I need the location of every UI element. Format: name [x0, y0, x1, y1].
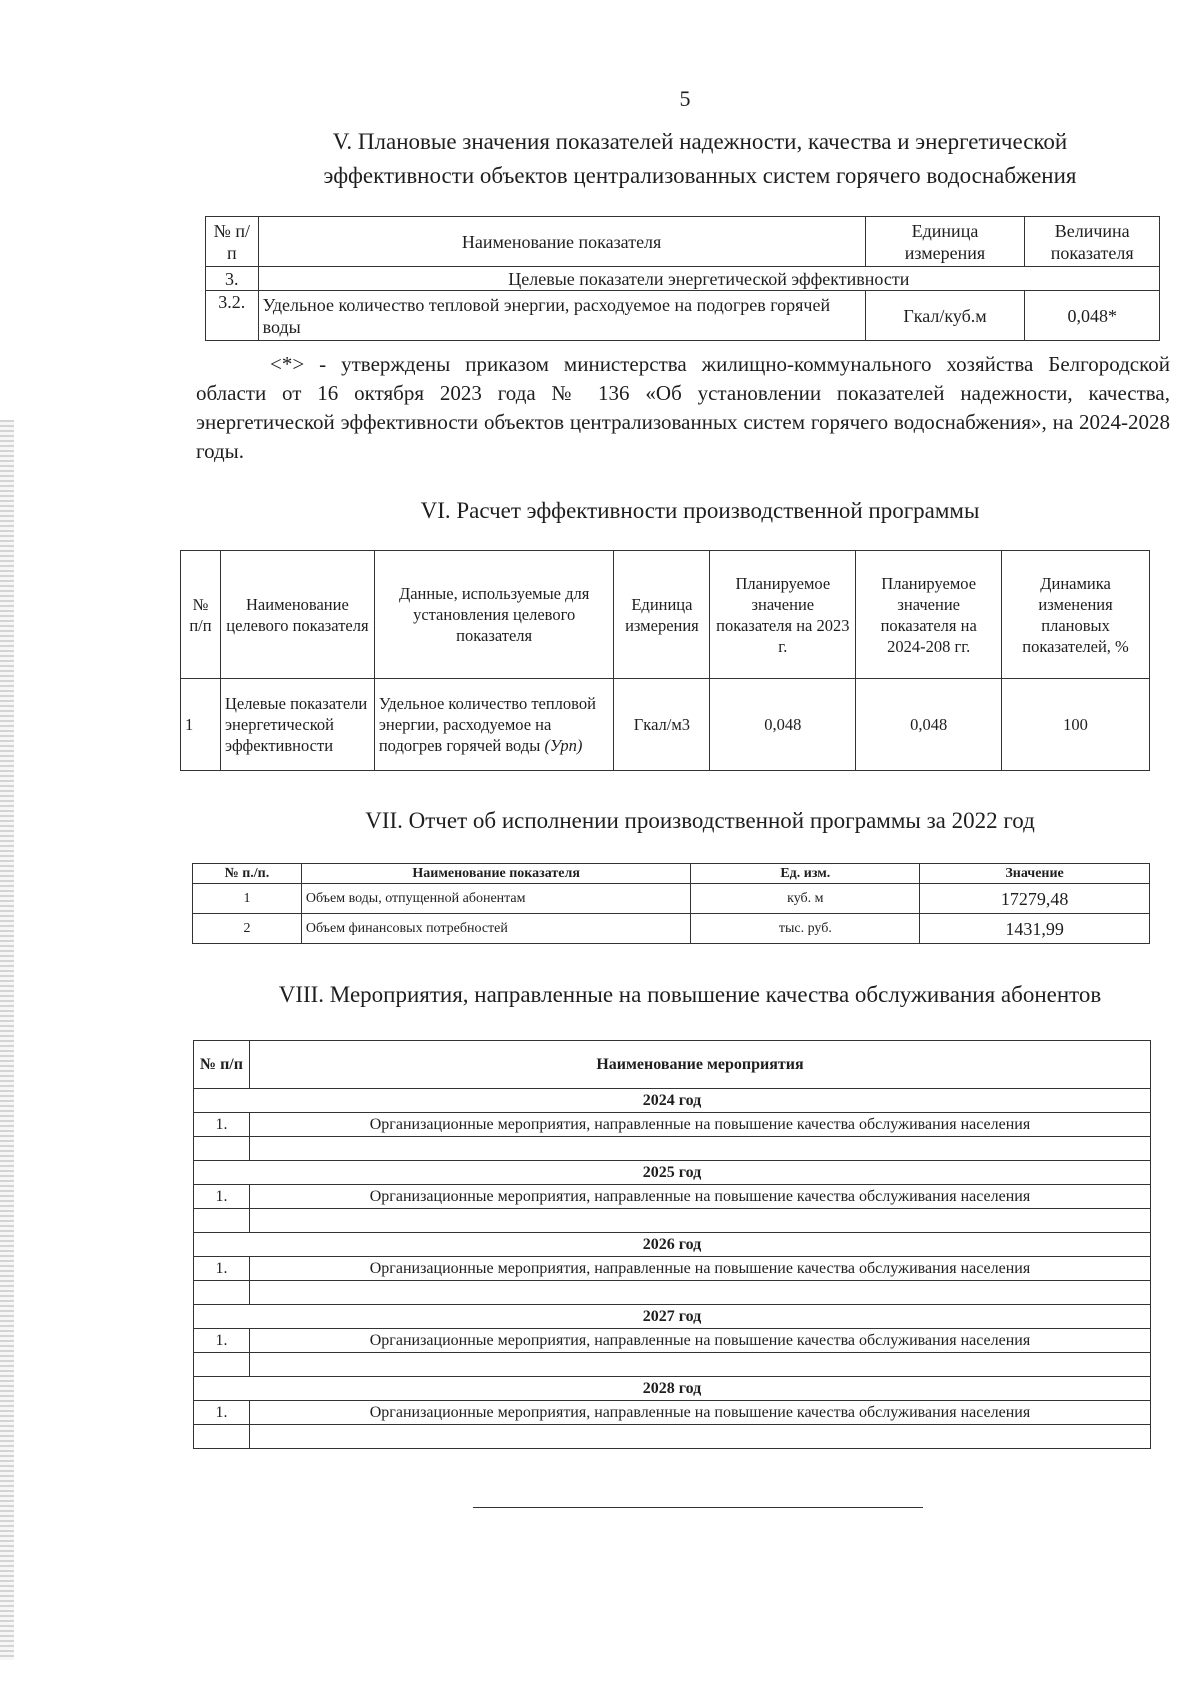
row-item: Организационные мероприятия, направленные на повышение качества обслуживания населения [249, 1113, 1150, 1137]
header-num: № п./п. [193, 864, 302, 884]
table-group-row [206, 267, 1160, 291]
header-value: Величина показателя [1025, 217, 1160, 267]
row-item: Организационные мероприятия, направленные на повышение качества обслуживания населения [249, 1329, 1150, 1353]
empty-cell [194, 1209, 250, 1233]
row-num: 1 [193, 884, 302, 914]
section-5-title-line2: эффективности объектов централизованных систем горячего водоснабжения [323, 163, 1077, 188]
row-value: 0,048* [1025, 291, 1160, 341]
row-num: 1. [194, 1257, 250, 1281]
section-7-table [192, 863, 1150, 944]
empty-cell [249, 1137, 1150, 1161]
year-label: 2025 год [194, 1161, 1151, 1185]
year-row [194, 1161, 1151, 1185]
row-plan-2023: 0,048 [710, 679, 856, 771]
header-name: Наименование показателя [258, 217, 865, 267]
row-item: Организационные мероприятия, направленные на повышение качества обслуживания населения [249, 1185, 1150, 1209]
section-5-title [230, 125, 1170, 193]
header-plan-2023: Планируемое значение показателя на 2023 г. [710, 551, 856, 679]
section-8-title: VIII. Мероприятия, направленные на повышение качества обслуживания абонентов [278, 982, 1102, 1007]
row-data-text: Удельное количество тепловой энергии, расходуемое на подогрев горячей воды [378, 694, 596, 755]
row-name: Удельное количество тепловой энергии, расходуемое на подогрев горячей воды [258, 291, 865, 341]
row-name: Целевые показатели энергетической эффективности [220, 679, 374, 771]
row-num: 1. [194, 1185, 250, 1209]
table-row [193, 914, 1150, 944]
header-data: Данные, используемые для установления целевого показателя [374, 551, 614, 679]
row-name: Объем финансовых потребностей [301, 914, 691, 944]
table-header-row [193, 864, 1150, 884]
year-row [194, 1377, 1151, 1401]
page-number: 5 [679, 86, 691, 111]
empty-cell [194, 1137, 250, 1161]
empty-cell [194, 1281, 250, 1305]
row-num: 3.2. [206, 291, 259, 341]
header-num: № п/п [194, 1041, 250, 1089]
empty-cell [249, 1281, 1150, 1305]
row-num: 1. [194, 1401, 250, 1425]
row-plan-2024: 0,048 [856, 679, 1002, 771]
row-unit: тыс. руб. [691, 914, 920, 944]
section-8-table [193, 1040, 1151, 1449]
header-num: № п/п [206, 217, 259, 267]
row-unit: Гкал/м3 [614, 679, 710, 771]
empty-cell [249, 1209, 1150, 1233]
table-header-row [206, 217, 1160, 267]
footnote: <*> - утверждены приказом министерства жилищно-коммунального хозяйства Белгородской области от 16 октября 2023 года № 136 «Об установлении показателей надежности, качества, энергетической эффективности объектов централизованных систем горячего водоснабжения», на 2024-2028 годы. [196, 352, 1170, 463]
empty-row [194, 1281, 1151, 1305]
header-value: Значение [920, 864, 1150, 884]
header-name: Наименование показателя [301, 864, 691, 884]
empty-row [194, 1137, 1151, 1161]
table-row [193, 884, 1150, 914]
row-dynamics: 100 [1002, 679, 1150, 771]
empty-row [194, 1209, 1151, 1233]
empty-row [194, 1353, 1151, 1377]
table-row [206, 291, 1160, 341]
empty-cell [249, 1353, 1150, 1377]
table-row [194, 1185, 1151, 1209]
year-row [194, 1233, 1151, 1257]
table-row [194, 1401, 1151, 1425]
section-6-title: VI. Расчет эффективности производственной программы [420, 498, 980, 523]
row-num: 1. [194, 1113, 250, 1137]
header-name: Наименование целевого показателя [220, 551, 374, 679]
year-row [194, 1089, 1151, 1113]
row-name: Объем воды, отпущенной абонентам [301, 884, 691, 914]
header-unit: Ед. изм. [691, 864, 920, 884]
table-row [194, 1257, 1151, 1281]
section-5-table [205, 216, 1160, 341]
year-label: 2024 год [194, 1089, 1151, 1113]
row-unit: куб. м [691, 884, 920, 914]
table-row [194, 1329, 1151, 1353]
row-data [374, 679, 614, 771]
row-num: 2 [193, 914, 302, 944]
empty-cell [249, 1425, 1150, 1449]
year-label: 2026 год [194, 1233, 1151, 1257]
year-label: 2027 год [194, 1305, 1151, 1329]
table-header-row [181, 551, 1150, 679]
row-num: 1 [181, 679, 221, 771]
section-7-title: VII. Отчет об исполнении производственной программы за 2022 год [365, 808, 1035, 833]
year-row [194, 1305, 1151, 1329]
section-6-table [180, 550, 1150, 771]
section-5-title-line1: V. Плановые значения показателей надежности, качества и энергетической [332, 129, 1068, 154]
header-name: Наименование мероприятия [249, 1041, 1150, 1089]
empty-cell [194, 1353, 250, 1377]
group-label: Целевые показатели энергетической эффективности [258, 267, 1159, 291]
group-num: 3. [206, 267, 259, 291]
row-value: 17279,48 [920, 884, 1150, 914]
scan-edge-artifact [0, 420, 14, 1660]
row-value: 1431,99 [920, 914, 1150, 944]
header-dynamics: Динамика изменения плановых показателей, % [1002, 551, 1150, 679]
empty-row [194, 1425, 1151, 1449]
empty-cell [194, 1425, 250, 1449]
row-item: Организационные мероприятия, направленные на повышение качества обслуживания населения [249, 1401, 1150, 1425]
header-unit: Единица измерения [865, 217, 1025, 267]
row-num: 1. [194, 1329, 250, 1353]
end-divider [473, 1507, 923, 1508]
row-data-symbol: (Урп) [544, 736, 583, 755]
table-row [181, 679, 1150, 771]
table-header-row [194, 1041, 1151, 1089]
header-num: № п/п [181, 551, 221, 679]
header-unit: Единица измерения [614, 551, 710, 679]
header-plan-2024: Планируемое значение показателя на 2024-208 гг. [856, 551, 1002, 679]
table-row [194, 1113, 1151, 1137]
year-label: 2028 год [194, 1377, 1151, 1401]
row-unit: Гкал/куб.м [865, 291, 1025, 341]
row-item: Организационные мероприятия, направленные на повышение качества обслуживания населения [249, 1257, 1150, 1281]
